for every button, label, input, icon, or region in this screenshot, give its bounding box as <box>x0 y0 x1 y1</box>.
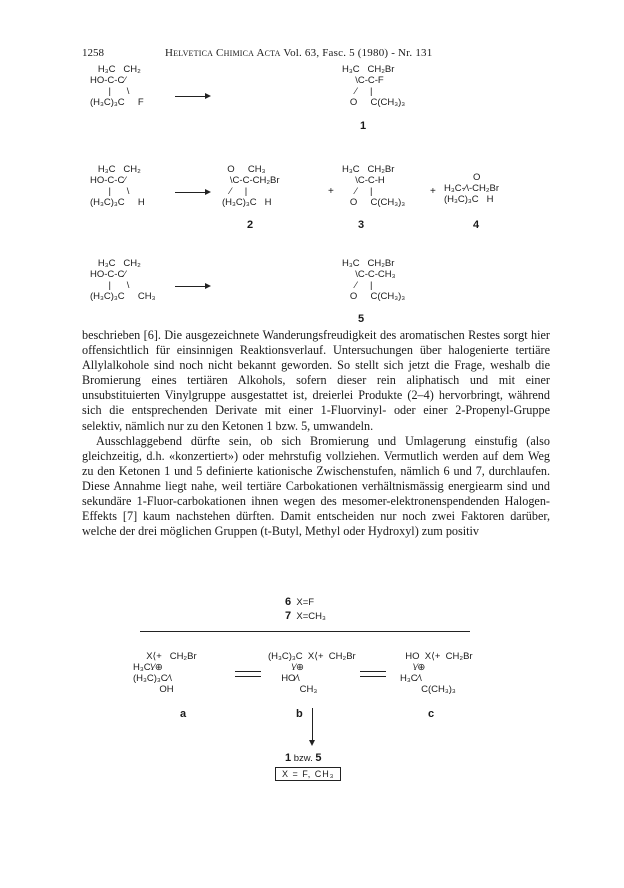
cation-a-structure: X⟨+ CH₂Br H₃C\⁄⊕ (H₃C)₃C⁄\ OH <box>133 651 197 695</box>
legend-7-text: X=CH₃ <box>296 611 326 622</box>
reactant-vinyl: H₃C CH₂ HO-C-C⁄ | \ (H₃C)₃C H <box>90 164 145 208</box>
reaction-arrow-down <box>312 708 313 742</box>
ketone-1-structure: H₃C CH₂Br \C-C-F ⁄ | O C(CH₃)₃ <box>342 64 406 108</box>
legend-7-number: 7 <box>285 610 292 622</box>
legend-6-text: X=F <box>296 597 315 608</box>
ketone-5-structure: H₃C CH₂Br \C-C-CH₃ ⁄ | O C(CH₃)₃ <box>342 258 406 302</box>
scheme-rule <box>140 631 470 632</box>
cation-c-structure: HO X⟨+ CH₂Br \⁄⊕ H₃C⁄\ C(CH₃)₃ <box>400 651 473 695</box>
legend-6 <box>285 596 314 608</box>
compound-label-4: 4 <box>473 219 480 231</box>
reactant-propenyl: H₃C CH₂ HO-C-C⁄ | \ (H₃C)₃C CH₃ <box>90 258 156 302</box>
compound-label-2: 2 <box>247 219 254 231</box>
substituent-box: X = F, CH₃ <box>275 767 341 781</box>
legend-6-number: 6 <box>285 596 292 608</box>
paragraph-2: Ausschlaggebend dürfte sein, ob sich Bromierung und Umlagerung einstufig (also gleichzeitig, d.h. «konzertiert») oder mehrstufig vollziehen. Vermutlich werden auf dem Weg zu den Ketonen 1 und 5 definierte kationische Zwischenstufen, nämlich 6 und 7, durchlaufen. Diese Annahme liegt nahe, weil tertiäre Carbokationen verhältnismässig energiearm sind und sekundäre 1-Fluor-carbokationen ihnen wegen des mesomer-elektronenspendenden Halogen-Effekts [7] kaum nachstehen dürften. Damit entscheiden nur noch zwei Faktoren darüber, welche der drei möglichen Gruppen (t-Butyl, Methyl oder Hydroxyl) zum positiv <box>82 433 550 539</box>
legend-7 <box>285 610 326 622</box>
reaction-arrow <box>175 96 209 97</box>
cation-label-c: c <box>428 708 435 720</box>
equilibrium-arrow <box>235 671 261 672</box>
reaction-arrow <box>175 286 209 287</box>
compound-label-5: 5 <box>358 313 365 325</box>
cation-label-b: b <box>296 708 303 720</box>
arrow-head-icon <box>309 740 315 746</box>
page-number: 1258 <box>82 47 104 59</box>
ketone-3-structure: H₃C CH₂Br \C-C-H ⁄ | O C(CH₃)₃ <box>342 164 406 208</box>
plus-sign: + <box>430 186 436 197</box>
compound-label-1: 1 <box>360 120 367 132</box>
reaction-arrow <box>175 192 209 193</box>
equilibrium-arrow <box>360 676 386 677</box>
plus-sign: + <box>328 186 334 197</box>
running-header <box>165 47 432 59</box>
cation-label-a: a <box>180 708 187 720</box>
compound-label-3: 3 <box>358 219 365 231</box>
equilibrium-arrow <box>360 671 386 672</box>
cation-b-structure: (H₃C)₃C X⟨+ CH₂Br \⁄⊕ HO⁄\ CH₃ <box>268 651 356 695</box>
journal-name: Helvetica Chimica Acta <box>165 47 281 59</box>
reactant-fluorovinyl: H₃C CH₂ HO-C-C⁄ | \ (H₃C)₃C F <box>90 64 144 108</box>
result-bzw: bzw. <box>291 753 316 764</box>
paragraph-1: beschrieben [6]. Die ausgezeichnete Wanderungsfreudigkeit des aromatischen Restes sorgt hier offensichtlich für einsinnigen Reaktionsverlauf. Untersuchungen über halogenierte tertiäre Allylalkohole sind noch nicht bekannt geworden. So stellt sich jetzt die Frage, weshalb die Bromierung eines tertiären Alkohols, sofern dieser rein aliphatisch und mit einer unsubstituierten Vinylgruppe ausgestattet ist, dreierlei Produkte (2–4) hervorbringt, während sich die entsprechenden Derivate mit einer 1-Fluorvinyl- oder einer 2-Propenyl-Gruppe selektiv, nämlich nur zu den Ketonen 1 bzw. 5, umwandeln. <box>82 328 550 433</box>
equilibrium-arrow <box>235 676 261 677</box>
result-5: 5 <box>315 752 322 764</box>
result-1: 1 <box>285 752 292 764</box>
result-products <box>285 752 322 764</box>
ketone-2-structure: O CH₃ \C-C-CH₂Br ⁄ | (H₃C)₃C H <box>222 164 280 208</box>
epoxide-4-structure: O H₃C-⁄\-CH₂Br (H₃C)₃C H <box>444 172 500 205</box>
issue-info: Vol. 63, Fasc. 5 (1980) - Nr. 131 <box>283 47 433 59</box>
body-text <box>82 328 550 539</box>
